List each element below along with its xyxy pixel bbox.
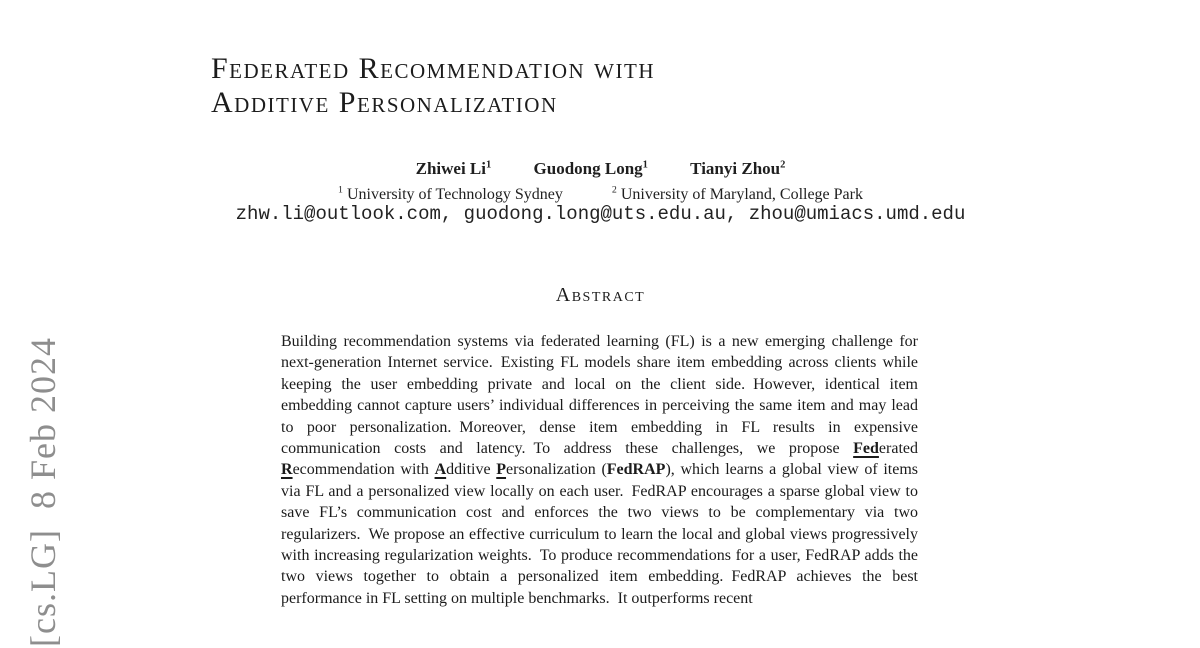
affiliation-superscript: 2 <box>611 184 617 196</box>
affiliations-row <box>211 186 990 204</box>
author-superscript: 2 <box>780 159 786 171</box>
paper-title-line-1: Federated Recommendation with <box>211 52 655 85</box>
author-superscript: 1 <box>486 159 492 171</box>
paper-title-line-2: Additive Personalization <box>211 86 558 119</box>
author-emails: zhw.li@outlook.com, guodong.long@uts.edu.au, zhou@umiacs.umd.edu <box>235 203 966 225</box>
author <box>416 159 492 178</box>
paper-title <box>211 52 655 120</box>
abstract-heading: Abstract <box>555 284 646 306</box>
author <box>534 159 648 178</box>
affiliation <box>612 186 863 204</box>
author-name: Tianyi Zhou <box>690 159 781 178</box>
author-name: Guodong Long <box>533 159 643 178</box>
affiliation-text: University of Maryland, College Park <box>620 186 863 203</box>
affiliation <box>338 186 563 204</box>
author-superscript: 1 <box>642 159 648 171</box>
author-name: Zhiwei Li <box>415 159 486 178</box>
affiliation-superscript: 1 <box>338 184 343 196</box>
authors-row <box>211 159 990 179</box>
abstract-text: Building recommendation systems via federated learning (FL) is a new emerging challenge for next-generation Internet service. Existing FL models share item embedding across clients while keeping the user embedding private and local on the client side. However, identical item embedding cannot capture users’ individual differences in perceiving the same item and may lead to poor personalization. Moreover, dense item embedding in FL results in expensive communication costs and latency. To address these challenges, we propose Federated Recommendation with Additive Personalization (FedRAP), which learns a global view of items via FL and a personalized view locally on each user. FedRAP encourages a sparse global view to save FL’s communication cost and enforces the two views to be complementary via two regularizers. We propose an effective curriculum to learn the local and global views progressively with increasing regularization weights. To produce recommendations for a user, FedRAP adds the two views together to obtain a personalized item embedding. FedRAP achieves the best performance in FL setting on multiple benchmarks. It outperforms recent <box>281 333 919 607</box>
affiliation-text: University of Technology Sydney <box>346 186 563 203</box>
author <box>690 159 785 178</box>
arxiv-category-stamp: [cs.LG] 8 Feb 2024 <box>23 337 63 647</box>
